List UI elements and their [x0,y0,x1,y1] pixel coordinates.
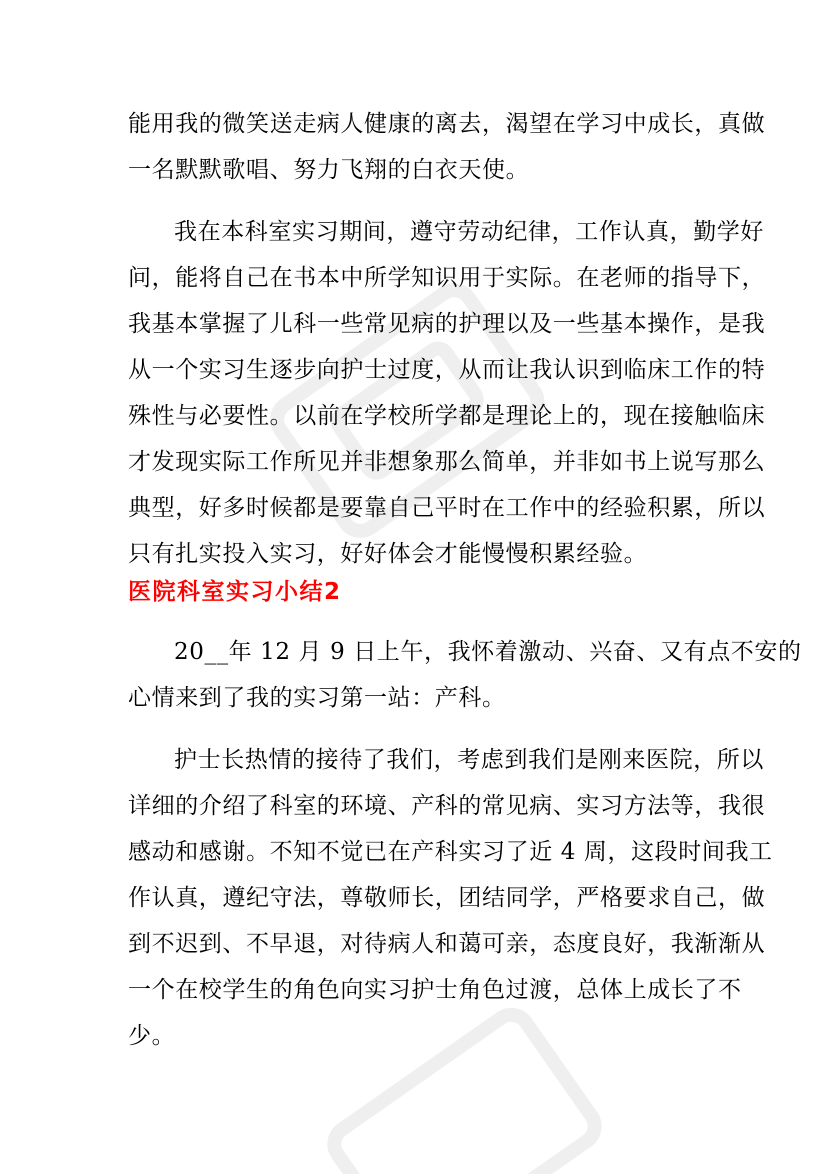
paragraph-3-line-2: 心情来到了我的实习第一站：产科。 [128,685,506,711]
paragraph-4-line-1: 护士长热情的接待了我们，考虑到我们是刚来医院，所以 [174,747,764,773]
paragraph-2-line-7: 典型，好多时候都是要靠自己平时在工作中的经验积累，所以 [128,495,766,521]
paragraph-4-line-7: 少。 [128,1023,176,1049]
paragraph-4-line-5: 到不迟到、不早退，对待病人和蔼可亲，态度良好，我渐渐从 [128,931,766,957]
paragraph-1-line-2: 一名默默歌唱、努力飞翔的白衣天使。 [128,157,530,183]
paragraph-2-line-4: 从一个实习生逐步向护士过度，从而让我认识到临床工作的特 [128,357,766,383]
paragraph-4-line-3: 感动和感谢。不知不觉已在产科实习了近 4 周，这段时间我工 [128,839,773,865]
paragraph-2-line-1: 我在本科室实习期间，遵守劳动纪律，工作认真，勤学好 [174,219,764,245]
paragraph-4-line-6: 一个在校学生的角色向实习护士角色过渡，总体上成长了不 [128,977,742,1003]
paragraph-4-line-4: 作认真，遵纪守法，尊敬师长，团结同学，严格要求自己，做 [128,885,766,911]
paragraph-2-line-6: 才发现实际工作所见并非想象那么简单，并非如书上说写那么 [128,449,766,475]
paragraph-4-line-2: 详细的介绍了科室的环境、产科的常见病、实习方法等，我很 [128,793,766,819]
paragraph-1-line-1: 能用我的微笑送走病人健康的离去，渴望在学习中成长，真做 [128,111,766,137]
section-heading: 医院科室实习小结2 [128,579,342,605]
paragraph-3-line-1: 20__年 12 月 9 日上午，我怀着激动、兴奋、又有点不安的 [174,639,802,665]
paragraph-2-line-5: 殊性与必要性。以前在学校所学都是理论上的，现在接触临床 [128,403,766,429]
paragraph-2-line-8: 只有扎实投入实习，好好体会才能慢慢积累经验。 [128,541,648,567]
paragraph-2-line-3: 我基本掌握了儿科一些常见病的护理以及一些基本操作，是我 [128,311,766,337]
paragraph-2-line-2: 问，能将自己在书本中所学知识用于实际。在老师的指导下， [128,265,766,291]
